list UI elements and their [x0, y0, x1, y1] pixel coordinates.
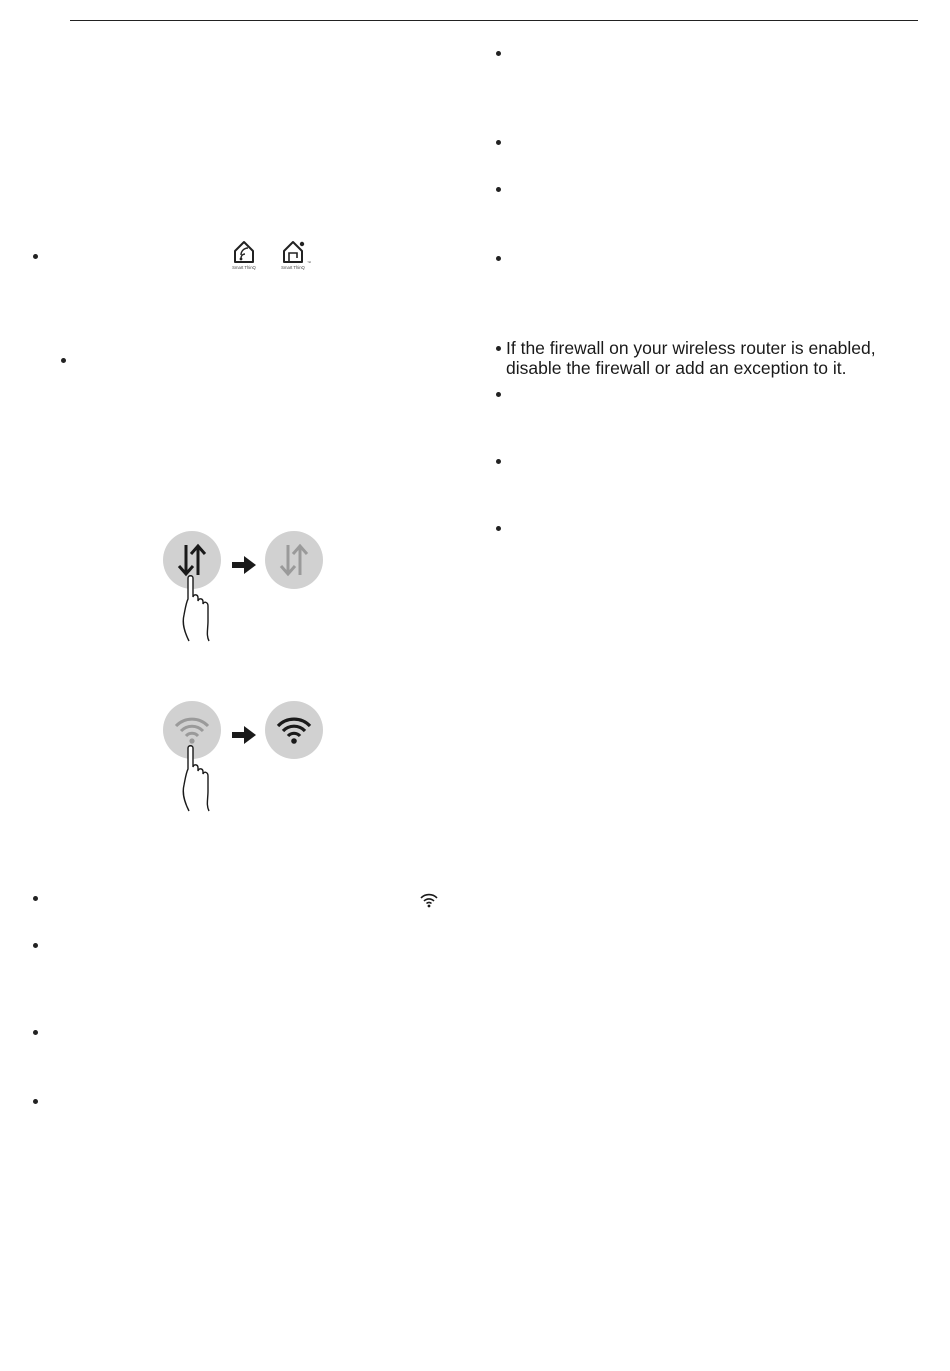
bullet-left-5: [33, 1030, 38, 1035]
svg-text:Smart ThinQ: Smart ThinQ: [232, 265, 256, 270]
firewall-note-line2: disable the firewall or add an exception to it.: [506, 358, 847, 378]
arrow-right-icon: [232, 726, 256, 744]
firewall-note: [496, 338, 916, 378]
smartthinq-app-icon: [229, 236, 259, 270]
bullet-right-4: [496, 256, 501, 261]
wifi-icon: [420, 892, 438, 908]
header-rule: [70, 20, 918, 21]
bullet-left-3: [33, 896, 38, 901]
bullet-right-2: [496, 140, 501, 145]
bullet-left-1: [33, 254, 38, 259]
bullet-right-1: [496, 51, 501, 56]
wifi-button-dimmed: [162, 701, 222, 813]
bullet-right-5: [496, 392, 501, 397]
bullet-right-6: [496, 459, 501, 464]
bullet-left-2: [61, 358, 66, 363]
svg-text:™: ™: [307, 260, 311, 265]
bullet-right-7: [496, 526, 501, 531]
bullet-left-4: [33, 943, 38, 948]
transfer-button-active: [162, 531, 222, 643]
firewall-note-bullet: [496, 346, 501, 351]
transfer-button-dimmed: [265, 531, 325, 591]
bullet-right-3: [496, 187, 501, 192]
svg-text:Smart ThinQ: Smart ThinQ: [281, 265, 305, 270]
wifi-button-active: [265, 701, 325, 761]
smartthinq-home-app-icon: [277, 236, 311, 270]
arrow-right-icon: [232, 556, 256, 574]
firewall-note-line1: If the firewall on your wireless router is enabled,: [506, 338, 876, 358]
bullet-left-6: [33, 1099, 38, 1104]
